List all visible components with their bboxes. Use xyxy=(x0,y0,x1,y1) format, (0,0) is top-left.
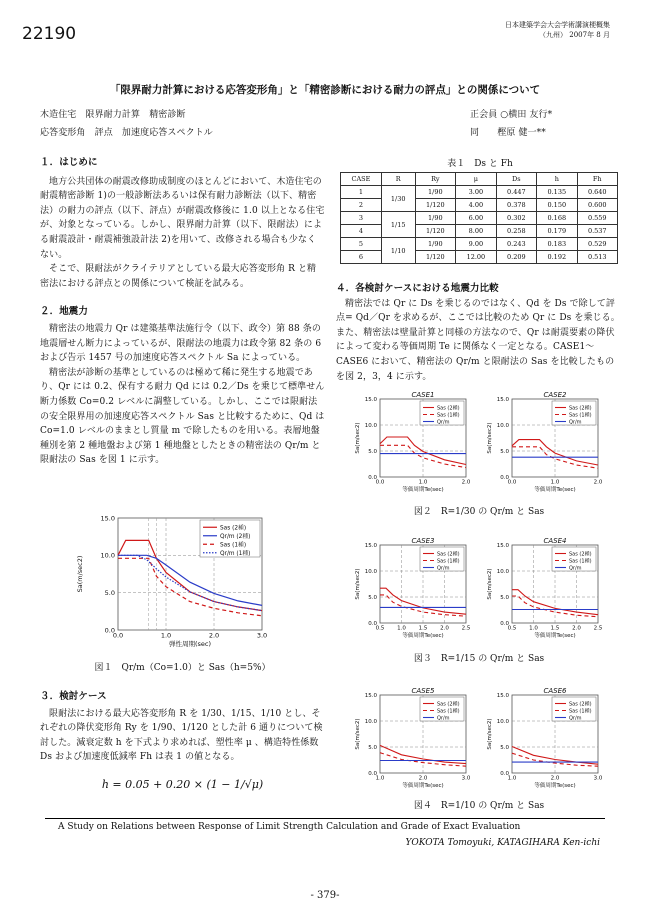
table-cell: 1/90 xyxy=(415,238,456,251)
case3-chart xyxy=(352,534,472,646)
y-tick-label: 15.0 xyxy=(364,692,377,699)
x-axis-label: 等価周期Te(sec) xyxy=(534,633,576,639)
legend-label: Sas (2種) xyxy=(569,551,592,558)
legend-label: Sas (2種) xyxy=(437,551,460,558)
table-row xyxy=(341,238,618,251)
keywords xyxy=(40,108,213,140)
legend-label: Sas (2種) xyxy=(569,405,592,412)
legend-label: Qr/m xyxy=(569,565,582,572)
table-header-cell: h xyxy=(537,173,577,186)
section-3-paragraph-1: 限耐法における最大応答変形角 R を 1/30、1/15、1/10 とし、それぞれの降伏変形角 Ry を 1/90、1/120 とした計 6 通りについて検討した。減衰定数 h を下式より求めれば、塑性率 μ 、構造特性係数 Ds および加速度低減率 Fh は表 1 の値となる。 xyxy=(40,708,323,763)
legend-label: Qr/m xyxy=(569,715,582,722)
case2-chart xyxy=(484,388,604,500)
x-tick-label: 3.0 xyxy=(461,775,471,782)
x-tick-label: 3.0 xyxy=(593,775,603,782)
legend-label: Qr/m xyxy=(437,419,450,426)
y-tick-label: 0.0 xyxy=(500,770,509,777)
y-tick-label: 15.0 xyxy=(496,692,509,699)
y-tick-label: 0.0 xyxy=(500,474,509,481)
y-tick-label: 5.0 xyxy=(368,594,377,601)
y-axis-label: Sa(m/sec2) xyxy=(487,718,493,750)
y-tick-label: 10.0 xyxy=(496,568,509,575)
table-header-cell: Fh xyxy=(577,173,617,186)
table-row xyxy=(341,186,618,199)
proceedings-header xyxy=(505,20,610,40)
y-tick-label: 15.0 xyxy=(496,396,509,403)
table-cell: 1/90 xyxy=(415,186,456,199)
legend-label: Sas (1種) xyxy=(569,412,592,419)
x-axis-label: 等価周期Te(sec) xyxy=(534,783,576,789)
y-tick-label: 15.0 xyxy=(100,514,115,523)
table-row xyxy=(341,212,618,225)
x-tick-label: 2.0 xyxy=(593,479,603,486)
x-tick-label: 1.0 xyxy=(550,479,560,486)
table-cell: 0.179 xyxy=(537,225,577,238)
legend-label: Sas (1種) xyxy=(220,542,247,549)
y-tick-label: 5.0 xyxy=(500,594,509,601)
table-cell: 0.302 xyxy=(496,212,536,225)
legend-label: Sas (2種) xyxy=(437,405,460,412)
x-tick-label: 2.0 xyxy=(550,775,560,782)
y-tick-label: 10.0 xyxy=(364,422,377,429)
x-axis-label: 等価周期Te(sec) xyxy=(402,783,444,789)
legend-label: Qr/m (1種) xyxy=(220,550,251,557)
paper-title: 「限界耐力計算における応答変形角」と「精密診断における耐力の評点」との関係について xyxy=(109,84,541,96)
legend-label: Sas (2種) xyxy=(437,701,460,708)
chart-title: CASE5 xyxy=(411,687,435,695)
figure-1-caption: 図１ Qr/m（Co=1.0）と Sas（h=5%） xyxy=(94,663,271,673)
x-tick-label: 0.0 xyxy=(112,631,124,640)
legend-label: Qr/m (2種) xyxy=(220,533,251,540)
table-cell: 1/10 xyxy=(381,238,415,264)
table-cell: 3.00 xyxy=(456,186,496,199)
legend-label: Qr/m xyxy=(437,715,450,722)
legend-label: Sas (2種) xyxy=(569,701,592,708)
chart-title: CASE3 xyxy=(411,537,435,545)
figure-1-chart xyxy=(72,512,272,654)
legend-label: Sas (1種) xyxy=(569,558,592,565)
table-cell: 4.00 xyxy=(456,199,496,212)
table-cell: 0.559 xyxy=(577,212,617,225)
y-tick-label: 0.0 xyxy=(368,770,377,777)
table-header-cell: μ xyxy=(456,173,496,186)
table-cell: 0.258 xyxy=(496,225,536,238)
section-1-heading: １．はじめに xyxy=(40,157,98,168)
y-tick-label: 5.0 xyxy=(368,448,377,455)
y-tick-label: 5.0 xyxy=(500,744,509,751)
table-1-title: 表１ Ds と Fh xyxy=(447,159,513,169)
authors-line-1: 正会員 ○横田 友行* xyxy=(470,110,553,120)
case1-chart xyxy=(352,388,472,500)
table-cell: 0.183 xyxy=(537,238,577,251)
footer-rule xyxy=(45,818,605,819)
table-cell: 0.378 xyxy=(496,199,536,212)
proceedings-meta: （九州） 2007年 8 月 xyxy=(539,31,610,39)
case4-chart xyxy=(484,534,604,646)
keywords-line-2: 応答変形角 評点 加速度応答スペクトル xyxy=(40,127,213,138)
legend-label: Sas (1種) xyxy=(437,708,460,715)
right-column xyxy=(336,282,622,384)
y-tick-label: 10.0 xyxy=(364,718,377,725)
x-tick-label: 2.5 xyxy=(461,625,471,632)
y-tick-label: 10.0 xyxy=(496,718,509,725)
section-1-paragraph-2: そこで、限耐法がクライテリアとしている最大応答変形角 R と精密法における評点との関係について検証を試みる。 xyxy=(40,264,317,289)
y-tick-label: 5.0 xyxy=(104,588,115,597)
table-cell: 8.00 xyxy=(456,225,496,238)
table-cell: 0.447 xyxy=(496,186,536,199)
y-tick-label: 0.0 xyxy=(368,620,377,627)
y-tick-label: 10.0 xyxy=(100,551,115,560)
damping-formula: h = 0.05 + 0.20 × (1 − 1/√μ) xyxy=(101,778,264,791)
table-cell: 0.529 xyxy=(577,238,617,251)
table-cell: 0.150 xyxy=(537,199,577,212)
x-tick-label: 2.5 xyxy=(593,625,603,632)
table-header-cell: R xyxy=(381,173,415,186)
table-cell: 4 xyxy=(341,225,382,238)
table-cell: 6 xyxy=(341,251,382,264)
authors xyxy=(470,108,552,140)
table-header-row xyxy=(341,173,618,186)
table-cell: 6.00 xyxy=(456,212,496,225)
section-2-heading: ２．地震力 xyxy=(40,306,89,318)
x-tick-label: 1.5 xyxy=(418,625,428,632)
left-column-section-3 xyxy=(40,690,325,765)
legend-label: Qr/m xyxy=(437,565,450,572)
section-2-paragraph-1: 精密法の地震力 Qr は建築基準法施行令（以下、政令）第 88 条の地震層せん断力によっているが、限耐法の地震力は政令第 82 条の 6 および告示 1457 号の加速度応答スペクトル Sa によっている。 xyxy=(40,323,322,364)
x-tick-label: 0.5 xyxy=(507,625,517,632)
keywords-line-1: 木造住宅 限界耐力計算 精密診断 xyxy=(40,110,186,120)
table-cell: 3 xyxy=(341,212,382,225)
legend-label: Sas (1種) xyxy=(437,412,460,419)
x-axis-label: 等価周期Te(sec) xyxy=(534,487,576,493)
chart-title: CASE1 xyxy=(411,391,435,399)
table-cell: 0.513 xyxy=(577,251,617,264)
table-cell: 5 xyxy=(341,238,382,251)
x-tick-label: 2.0 xyxy=(572,625,581,632)
table-cell: 0.600 xyxy=(577,199,617,212)
legend-label: Sas (1種) xyxy=(437,558,460,565)
english-authors: YOKOTA Tomoyuki, KATAGIHARA Ken-ichi xyxy=(405,838,600,848)
figure-2-caption: 図２ R=1/30 の Qr/m と Sas xyxy=(413,507,545,517)
proceedings-name: 日本建築学会大会学術講演梗概集 xyxy=(505,21,610,29)
y-axis-label: Sa(m/sec2) xyxy=(355,568,361,600)
table-cell: 12.00 xyxy=(456,251,496,264)
y-tick-label: 15.0 xyxy=(364,542,377,549)
case5-chart xyxy=(352,684,472,796)
table-cell: 0.640 xyxy=(577,186,617,199)
table-header-cell: Ds xyxy=(496,173,536,186)
y-tick-label: 10.0 xyxy=(364,568,377,575)
english-title: A Study on Relations between Response of Limit Strength Calculation and Grade of Exact Evaluation xyxy=(58,822,521,832)
x-tick-label: 0.0 xyxy=(375,479,385,486)
x-tick-label: 1.0 xyxy=(160,631,172,640)
authors-line-2: 同 樫原 健一** xyxy=(470,127,546,138)
table-cell: 2 xyxy=(341,199,382,212)
table-cell: 9.00 xyxy=(456,238,496,251)
x-tick-label: 2.0 xyxy=(208,631,220,640)
x-tick-label: 2.0 xyxy=(418,775,428,782)
x-tick-label: 0.5 xyxy=(375,625,385,632)
y-tick-label: 0.0 xyxy=(104,626,115,635)
table-cell: 0.192 xyxy=(537,251,577,264)
y-tick-label: 5.0 xyxy=(368,744,377,751)
y-tick-label: 5.0 xyxy=(500,448,509,455)
x-axis-label: 等価周期Te(sec) xyxy=(402,487,444,493)
table-cell: 1/120 xyxy=(415,251,456,264)
table-cell: 1/120 xyxy=(415,199,456,212)
y-axis-label: Sa(m/sec2) xyxy=(355,718,361,750)
table-header-cell: CASE xyxy=(341,173,382,186)
x-tick-label: 1.0 xyxy=(418,479,428,486)
x-tick-label: 3.0 xyxy=(256,631,268,640)
y-axis-label: Sa(m/sec2) xyxy=(487,568,493,600)
y-tick-label: 0.0 xyxy=(368,474,377,481)
chart-title: CASE6 xyxy=(543,687,567,695)
table-cell: 1/120 xyxy=(415,225,456,238)
table-cell: 0.243 xyxy=(496,238,536,251)
left-column xyxy=(40,156,325,468)
section-4-heading: ４．各検討ケースにおける地震力比較 xyxy=(336,283,499,294)
case6-chart xyxy=(484,684,604,796)
legend-label: Qr/m xyxy=(569,419,582,426)
x-tick-label: 1.0 xyxy=(529,625,538,632)
table-cell: 0.209 xyxy=(496,251,536,264)
section-3-heading: ３．検討ケース xyxy=(40,691,107,702)
table-header-cell: Ry xyxy=(415,173,456,186)
table-cell: 0.537 xyxy=(577,225,617,238)
x-tick-label: 1.0 xyxy=(375,775,385,782)
table-cell: 1/15 xyxy=(381,212,415,238)
y-axis-label: Sa(m/sec2) xyxy=(76,555,84,593)
y-tick-label: 0.0 xyxy=(500,620,509,627)
y-axis-label: Sa(m/sec2) xyxy=(355,422,361,454)
chart-title: CASE4 xyxy=(543,537,567,545)
table-cell: 0.168 xyxy=(537,212,577,225)
table-cell: 1 xyxy=(341,186,382,199)
legend-label: Sas (2種) xyxy=(220,525,247,532)
section-2-paragraph-2: 精密法が診断の基準としているのは極めて稀に発生する地震であり、Qr には 0.2、保有する耐力 Qd には 0.2／Ds を乗じて標準せん断力係数 Co=0.2 レベルに調整している。しかし、ここでは限耐法の安全限界用の加速度応答スペクトル Sas と比較するために、Qd は Co=1.0 レベルのままとし質量 m で除したものを用いる。表層地盤種別を第 2 種地盤および第 1 種地盤としたときの精密法の Qr/m と限耐法の Sas を図 1 に示す。 xyxy=(40,367,325,466)
section-1-paragraph-1: 地方公共団体の耐震改修助成制度のほとんどにおいて、木造住宅の耐震精密診断 1)の一般診断法あるいは保有耐力診断法（以下、精密法）の耐力の評点（以下、評点）が耐震改修後に 1.0 以上となる住宅が、対象となっている。しかし、限界耐力計算（以下、限耐法）による耐震設計・耐震補強設計法 2)を用いて、改修される場合も少なくない。 xyxy=(40,176,325,260)
figure-3-caption: 図３ R=1/15 の Qr/m と Sas xyxy=(413,654,545,664)
page-number: - 379- xyxy=(310,890,340,901)
x-tick-label: 1.0 xyxy=(397,625,406,632)
y-tick-label: 15.0 xyxy=(364,396,377,403)
y-tick-label: 15.0 xyxy=(496,542,509,549)
legend-label: Sas (1種) xyxy=(569,708,592,715)
x-tick-label: 2.0 xyxy=(440,625,449,632)
table-cell: 1/30 xyxy=(381,186,415,212)
x-tick-label: 2.0 xyxy=(461,479,471,486)
y-tick-label: 10.0 xyxy=(496,422,509,429)
table-cell: 0.135 xyxy=(537,186,577,199)
x-tick-label: 0.0 xyxy=(507,479,517,486)
table-1 xyxy=(340,172,618,264)
figure-4-caption: 図４ R=1/10 の Qr/m と Sas xyxy=(413,801,545,811)
x-tick-label: 1.0 xyxy=(507,775,517,782)
chart-title: CASE2 xyxy=(543,391,567,399)
table-cell: 1/90 xyxy=(415,212,456,225)
x-tick-label: 1.5 xyxy=(550,625,560,632)
y-axis-label: Sa(m/sec2) xyxy=(487,422,493,454)
paper-number: 22190 xyxy=(22,24,77,44)
x-axis-label: 等価周期Te(sec) xyxy=(402,633,444,639)
x-axis-label: 弾性周期(sec) xyxy=(168,640,212,648)
section-4-paragraph-1: 精密法では Qr に Ds を乗じるのではなく、Qd を Ds で除して評点= Qd／Qr を求めるが、ここでは比較のため Qr に Ds を乗じる。また、精密法は壁量計算と同様の方法なので、Qr は耐震要素の降伏によって変わる等価周期 Te に関係なく一定となる。CASE1〜CASE6 において、精密法の Qr/m と限耐法の Sas を比較したものを図 2，3，4 に示す。 xyxy=(336,298,620,382)
